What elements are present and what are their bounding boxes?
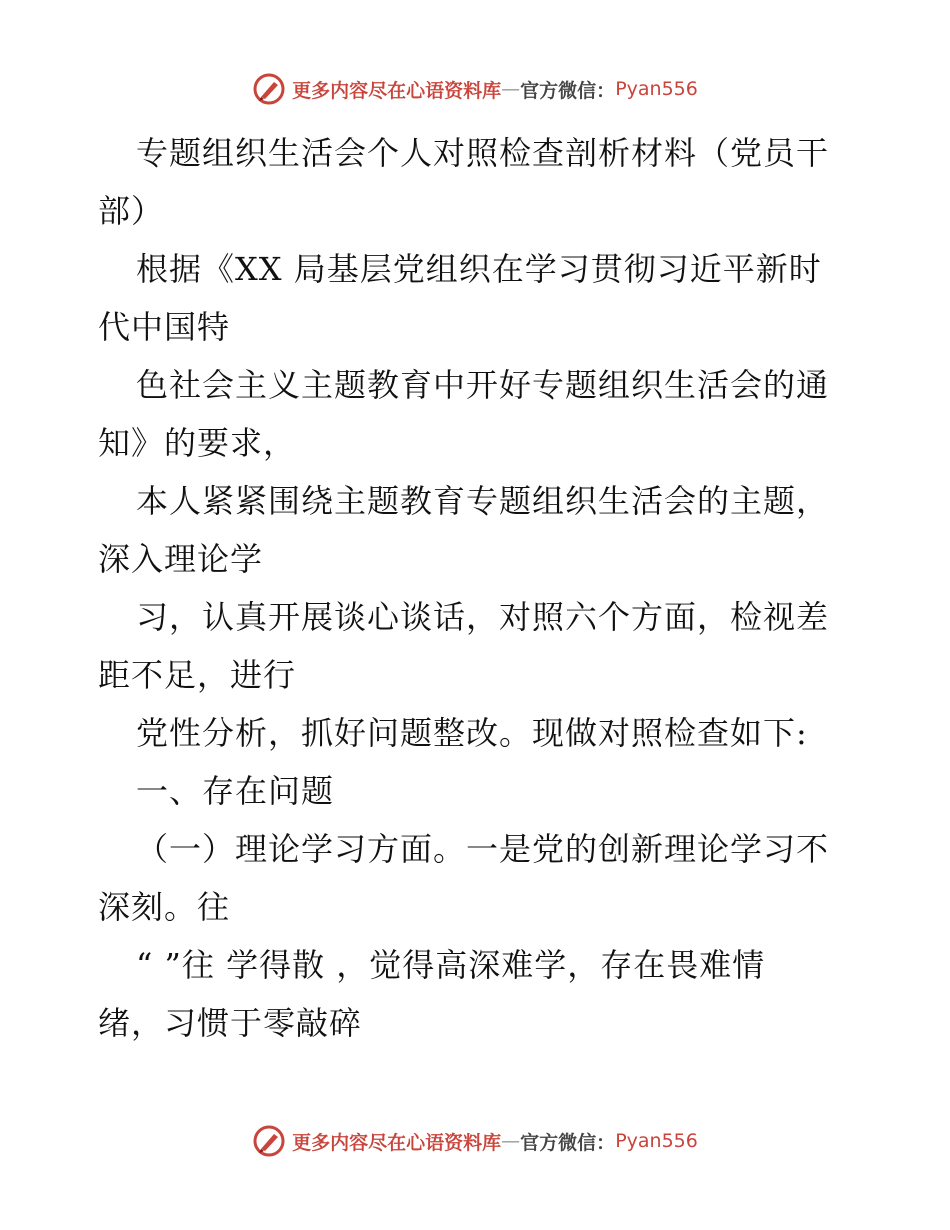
watermark-site-name: 更多内容尽在心语资料库 <box>292 79 502 102</box>
watermark-header <box>0 72 950 106</box>
pen-logo-icon <box>252 72 286 106</box>
watermark-dash: — <box>501 1130 521 1152</box>
document-line: 本人紧紧围绕主题教育专题组织生活会的主题， <box>136 482 830 520</box>
watermark-wechat-id: Pyan556 <box>615 1130 698 1152</box>
document-line: 部） <box>98 192 165 230</box>
document-line: 绪，习惯于零敲碎 <box>98 1004 363 1042</box>
document-line: 一、存在问题 <box>136 772 335 810</box>
document-line: （一）理论学习方面。一是党的创新理论学习不 <box>136 830 830 868</box>
document-line: 代中国特 <box>98 308 231 346</box>
document-line: 习，认真开展谈心谈话，对照六个方面，检视差 <box>136 598 830 636</box>
watermark-wechat-label: 官方微信： <box>520 79 616 102</box>
document-line: 知》的要求， <box>98 424 297 462</box>
document-body <box>98 124 858 1052</box>
document-line: 专题组织生活会个人对照检查剖析材料（党员干 <box>136 134 830 172</box>
watermark-wechat-label: 官方微信： <box>520 1131 616 1154</box>
watermark-wechat-id: Pyan556 <box>615 78 698 100</box>
document-line: 党性分析，抓好问题整改。现做对照检查如下: <box>136 714 808 752</box>
document-line: 色社会主义主题教育中开好专题组织生活会的通 <box>136 366 830 404</box>
watermark-footer <box>0 1124 950 1158</box>
document-line: 距不足，进行 <box>98 656 297 694</box>
document-line: 深入理论学 <box>98 540 264 578</box>
pen-logo-icon <box>252 1124 286 1158</box>
watermark-site-name: 更多内容尽在心语资料库 <box>292 1131 502 1154</box>
watermark-dash: — <box>501 78 521 100</box>
document-line: “ ”往 学得散 ，觉得高深难学，存在畏难情 <box>136 946 766 984</box>
document-line: 根据《XX 局基层党组织在学习贯彻习近平新时 <box>136 250 822 288</box>
document-line: 深刻。往 <box>98 888 231 926</box>
